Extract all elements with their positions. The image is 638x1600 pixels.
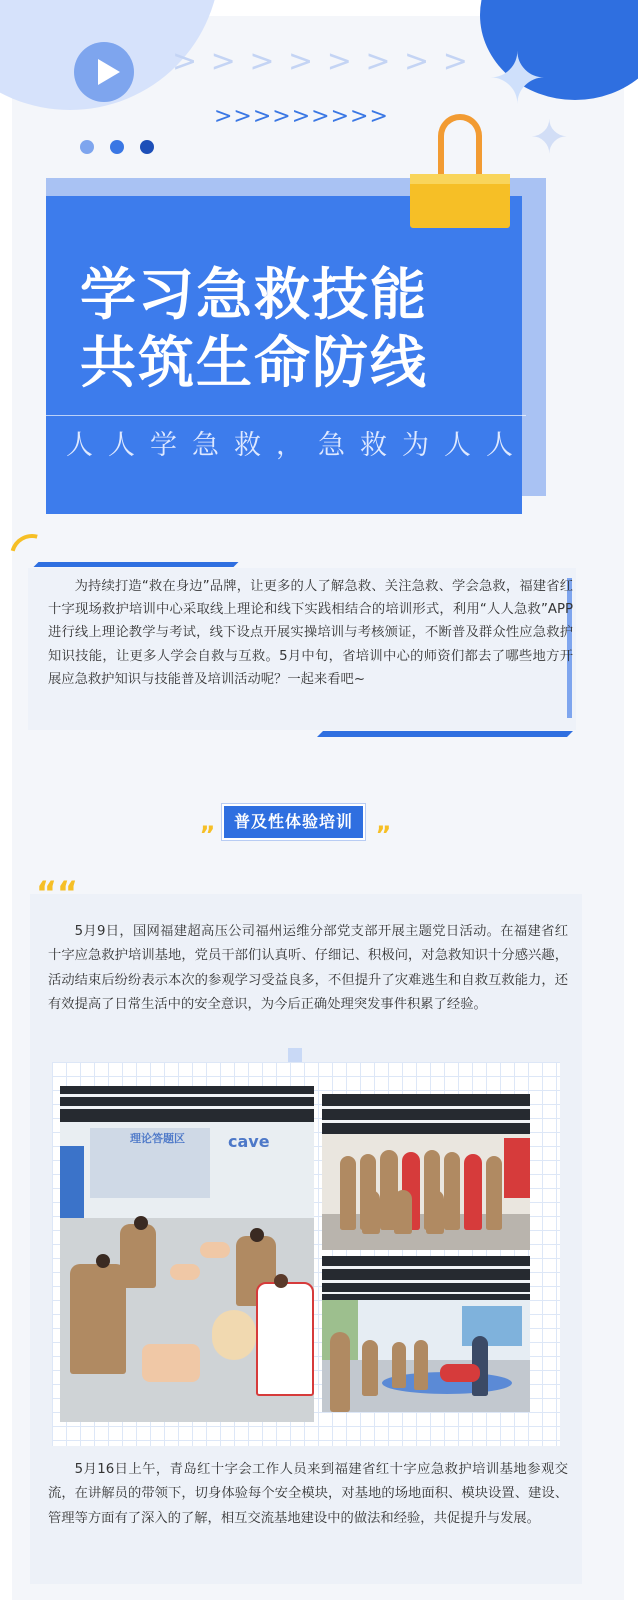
hero-title-line2: 共筑生命防线 bbox=[80, 331, 428, 396]
article-paragraph-2: 5月16日上午，青岛红十字会工作人员来到福建省红十字应急救护培训基地参观交流，在讲解员的带领下，切身体验每个安全模块，对基地的场地面积、模块设置、建设、管理等方面有了深入的了解，相互交流基地建设中的做法和经验，共促提升与发展。 bbox=[48, 1462, 568, 1526]
dot-icon bbox=[140, 140, 154, 154]
photo-sign-text: cave bbox=[228, 1132, 270, 1151]
chevron-decor-light: > > > > > > > > bbox=[172, 44, 470, 79]
quote-decor-left: „ bbox=[200, 808, 216, 836]
chevron-decor-dark: >>>>>>>>> bbox=[214, 104, 389, 129]
intro-text: 为持续打造“救在身边”品牌，让更多的人了解急救、关注急救、学会急救，福建省红十字现场救护培训中心采取线上理论和线下实践相结合的培训形式，利用“人人急救”APP进行线上理论教学与考试，线下设点开展实操培训与考核颁证，不断普及群众性应急救护知识技能，让更多人学会自救与互救。5月中旬，省培训中心的师资们都去了哪些地方开展应急救护知识与技能普及培训活动呢？一起来看吧~ bbox=[48, 579, 573, 687]
dot-icon bbox=[80, 140, 94, 154]
binder-clip-body bbox=[410, 174, 510, 228]
hero-title-line1: 学习急救技能 bbox=[80, 263, 428, 328]
intro-accent-top bbox=[34, 562, 239, 567]
photo-visitors bbox=[322, 1256, 530, 1412]
photo-training-hall bbox=[60, 1086, 314, 1422]
play-icon bbox=[74, 42, 134, 102]
photo-group bbox=[322, 1094, 530, 1250]
dot-icon bbox=[110, 140, 124, 154]
sparkle-icon: ✦ bbox=[488, 38, 547, 120]
article-paragraph-1: 5月9日，国网福建超高压公司福州运维分部党支部开展主题党日活动。在福建省红十字应急救护培训基地，党员干部们认真听、仔细记、积极问，对急救知识十分感兴趣，活动结束后纷纷表示本次的参观学习受益良多，不但提升了灾难逃生和自救互救能力，还有效提高了日常生活中的安全意识，为今后正确处理突发事件积累了经验。 bbox=[48, 924, 568, 1013]
sparkle-icon: ✦ bbox=[530, 110, 569, 164]
intro-accent-bottom bbox=[317, 731, 573, 737]
photo-sign-text: 理论答题区 bbox=[130, 1132, 185, 1145]
hero-slogan: 人人学急救，急救为人人 bbox=[66, 430, 528, 461]
quote-mark-icon: ““ bbox=[36, 874, 79, 912]
hero-divider bbox=[46, 415, 526, 416]
quote-decor-right: „ bbox=[376, 808, 392, 836]
section-title: 普及性体验培训 bbox=[224, 806, 363, 838]
